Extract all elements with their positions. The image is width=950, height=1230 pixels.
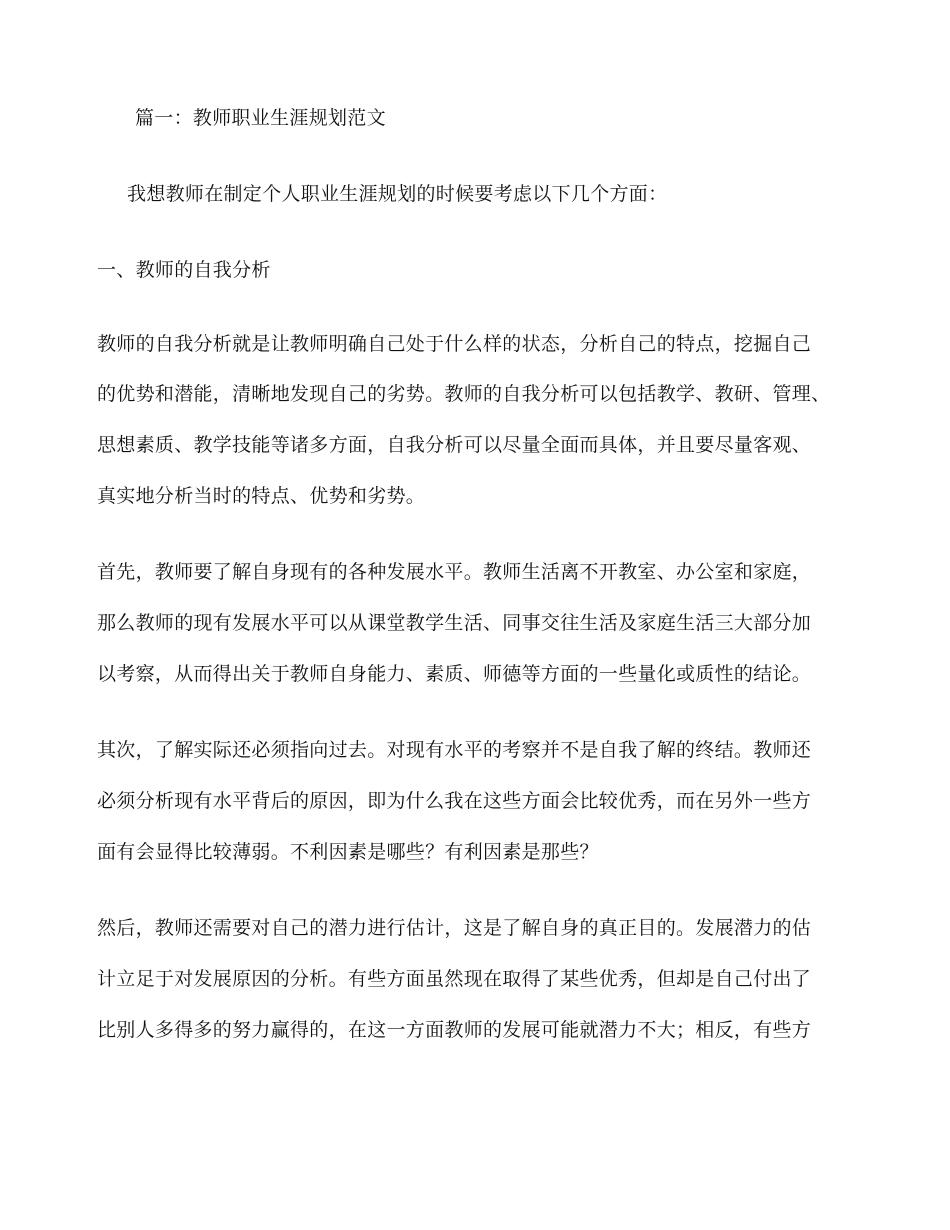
- section-title: 一、教师的自我分析: [97, 259, 271, 281]
- paragraph-1-line-2: 的优势和潜能，清晰地发现自己的劣势。教师的自我分析可以包括教学、教研、管理、: [97, 383, 831, 405]
- paragraph-3-line-1: 其次，了解实际还必须指向过去。对现有水平的考察并不是自我了解的终结。教师还: [97, 739, 812, 761]
- document-heading: 篇一：教师职业生涯规划范文: [135, 107, 386, 129]
- paragraph-3-line-2: 必须分析现有水平背后的原因，即为什么我在这些方面会比较优秀，而在另外一些方: [97, 790, 812, 812]
- paragraph-1-line-1: 教师的自我分析就是让教师明确自己处于什么样的状态，分析自己的特点，挖掘自己: [97, 333, 812, 355]
- paragraph-1-line-4: 真实地分析当时的特点、优势和劣势。: [97, 485, 426, 507]
- paragraph-4-line-2: 计立足于对发展原因的分析。有些方面虽然现在取得了某些优秀，但却是自己付出了: [97, 968, 812, 990]
- paragraph-2-line-1: 首先，教师要了解自身现有的各种发展水平。教师生活离不开教室、办公室和家庭，: [97, 561, 812, 583]
- paragraph-1-line-3: 思想素质、教学技能等诸多方面，自我分析可以尽量全面而具体，并且要尽量客观、: [97, 434, 812, 456]
- paragraph-4-line-3: 比别人多得多的努力赢得的，在这一方面教师的发展可能就潜力不大；相反，有些方: [97, 1019, 812, 1041]
- intro-line: 我想教师在制定个人职业生涯规划的时候要考虑以下几个方面：: [127, 183, 668, 205]
- paragraph-4-line-1: 然后，教师还需要对自己的潜力进行估计，这是了解自身的真正目的。发展潜力的估: [97, 917, 812, 939]
- paragraph-3-line-3: 面有会显得比较薄弱。不利因素是哪些？有利因素是那些？: [97, 841, 599, 863]
- paragraph-2-line-3: 以考察，从而得出关于教师自身能力、素质、师德等方面的一些量化或质性的结论。: [97, 663, 812, 685]
- paragraph-2-line-2: 那么教师的现有发展水平可以从课堂教学生活、同事交往生活及家庭生活三大部分加: [97, 612, 812, 634]
